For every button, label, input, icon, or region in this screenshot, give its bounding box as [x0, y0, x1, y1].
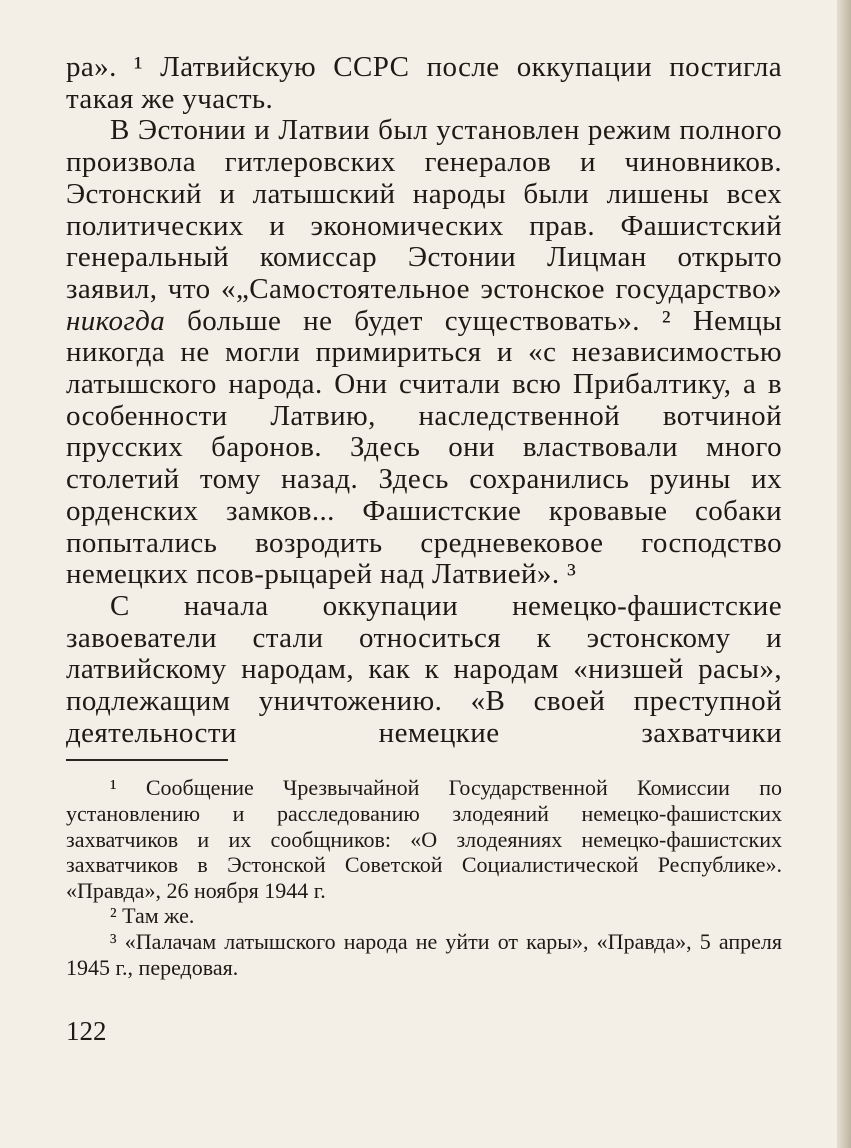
- paragraph-1: ра». ¹ Латвийскую ССРС после оккупации постигла такая же участь.: [66, 51, 782, 115]
- footnote-1: ¹ Сообщение Чрезвычайной Государственной Комиссии по установлению и расследованию злодеяний немецко-фашистских захватчиков и их сообщников: «О злодеяниях немецко-фашистских захватчиков в Эстонской Советской Социалистической Республике». «Правда», 26 ноября 1944 г.: [66, 775, 782, 903]
- footnote-rule: [66, 759, 228, 761]
- footnotes: [66, 775, 782, 980]
- footnote-3: ³ «Палачам латышского народа не уйти от кары», «Правда», 5 апреля 1945 г., передовая.: [66, 929, 782, 980]
- paragraph-3: С начала оккупации немецко-фашистские завоеватели стали относиться к эстонскому и латвийскому народам, как к народам «низшей расы», подлежащим уничтожению. «В своей преступной деятельности немецкие захватчики: [66, 589, 782, 749]
- page-edge: [837, 0, 851, 1148]
- footnote-2: ² Там же.: [110, 903, 195, 929]
- main-text: [66, 52, 782, 749]
- paragraph-2-emphasis: никогда: [66, 304, 166, 337]
- paragraph-2: [66, 115, 782, 591]
- page-number: 122: [66, 1016, 107, 1046]
- paragraph-2-text: В Эстонии и Латвии был установлен режим полного произвола гитлеровских генералов и чиновников. Эстонский и латышский народы были лишены всех политических и экономических прав. Фашистский генеральный комиссар Эстонии Лицман открыто заявил, что «„Самостоятельное эстонское государство»: [66, 114, 782, 305]
- page-text: [66, 52, 782, 980]
- paragraph-2-tail: больше не будет существовать». ² Немцы никогда не могли примириться и «с независимостью латышского народа. Они считали всю Прибалтику, а в особенности Латвию, наследственной вотчиной прусских баронов. Здесь они властвовали много столетий тому назад. Здесь сохранились руины их орденских замков... Фашистские кровавые собаки попытались возродить средневековое господство немецких псов-рыцарей над Латвией». ³: [66, 304, 782, 591]
